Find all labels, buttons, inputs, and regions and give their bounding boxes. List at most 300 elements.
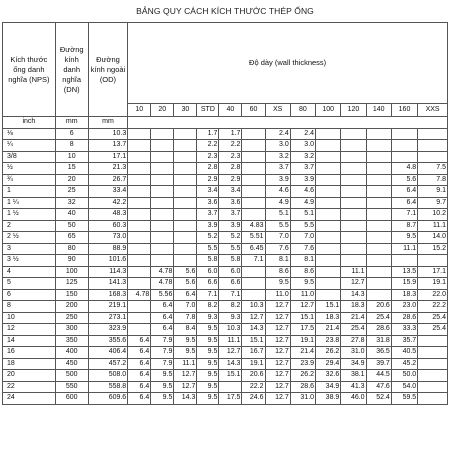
thickness-cell: 4.78 xyxy=(151,266,174,278)
thickness-cell: 9.5 xyxy=(197,335,219,347)
od-cell: 13.7 xyxy=(88,140,128,152)
thickness-cell: 9.5 xyxy=(174,347,197,359)
thickness-cell xyxy=(242,197,265,209)
nps-cell: 2 xyxy=(3,220,56,232)
thickness-cell: 7.0 xyxy=(290,232,315,244)
thickness-cell: 8.7 xyxy=(391,220,417,232)
thickness-cell xyxy=(174,174,197,186)
dn-cell: 40 xyxy=(55,209,88,221)
thickness-cell xyxy=(242,266,265,278)
thickness-cell: 14.0 xyxy=(418,232,448,244)
thickness-cell: 7.0 xyxy=(174,301,197,313)
thickness-cell: 3.9 xyxy=(290,174,315,186)
thickness-cell xyxy=(151,140,174,152)
thickness-cell xyxy=(316,220,341,232)
thickness-cell xyxy=(341,243,366,255)
table-row xyxy=(3,140,448,152)
thickness-cell: 6.4 xyxy=(128,381,151,393)
table-row xyxy=(3,151,448,163)
dn-cell: 25 xyxy=(55,186,88,198)
dn-cell: 100 xyxy=(55,266,88,278)
thickness-cell: 29.4 xyxy=(316,358,341,370)
nps-cell: 14 xyxy=(3,335,56,347)
thickness-cell xyxy=(151,243,174,255)
thickness-cell xyxy=(366,266,391,278)
dn-cell: 32 xyxy=(55,197,88,209)
thickness-cell xyxy=(174,140,197,152)
thickness-cell: 38.1 xyxy=(341,370,366,382)
thickness-cell: 3.7 xyxy=(197,209,219,221)
thickness-cell xyxy=(128,128,151,140)
thickness-cell: 14.3 xyxy=(174,393,197,405)
thickness-cell: 5.8 xyxy=(197,255,219,267)
thickness-cell xyxy=(242,140,265,152)
thickness-cell: 5.1 xyxy=(290,209,315,221)
thickness-cell: 10.3 xyxy=(242,301,265,313)
nps-cell: 5 xyxy=(3,278,56,290)
thickness-cell xyxy=(151,174,174,186)
table-row xyxy=(3,266,448,278)
od-cell: 21.3 xyxy=(88,163,128,175)
thickness-cell: 12.7 xyxy=(265,347,290,359)
thickness-cell: 8.1 xyxy=(265,255,290,267)
od-cell: 558.8 xyxy=(88,381,128,393)
thickness-cell xyxy=(219,381,242,393)
thickness-cell xyxy=(418,370,448,382)
table-row xyxy=(3,358,448,370)
thickness-cell: 9.5 xyxy=(151,381,174,393)
thickness-cell: 21.4 xyxy=(341,312,366,324)
nps-cell: 3 xyxy=(3,243,56,255)
thickness-cell: 28.6 xyxy=(290,381,315,393)
thickness-cell: 3.2 xyxy=(265,151,290,163)
thickness-cell: 7.1 xyxy=(242,255,265,267)
pipe-spec-table xyxy=(2,22,448,405)
pipe-spec-sheet xyxy=(2,0,448,405)
table-row xyxy=(3,278,448,290)
thickness-cell: 7.8 xyxy=(174,312,197,324)
schedule-header: 160 xyxy=(391,104,417,117)
thickness-cell xyxy=(174,232,197,244)
thickness-cell: 31.0 xyxy=(341,347,366,359)
table-row xyxy=(3,289,448,301)
thickness-cell xyxy=(366,278,391,290)
od-cell: 73.0 xyxy=(88,232,128,244)
table-row xyxy=(3,335,448,347)
od-cell: 42.2 xyxy=(88,197,128,209)
thickness-cell: 7.9 xyxy=(151,358,174,370)
table-row xyxy=(3,220,448,232)
thickness-cell: 1.7 xyxy=(219,128,242,140)
nps-cell: 16 xyxy=(3,347,56,359)
thickness-cell: 6.4 xyxy=(128,335,151,347)
thickness-cell: 7.5 xyxy=(418,163,448,175)
thickness-cell: 34.9 xyxy=(341,358,366,370)
thickness-cell xyxy=(366,151,391,163)
thickness-cell: 47.6 xyxy=(366,381,391,393)
thickness-cell: 8.1 xyxy=(290,255,315,267)
od-cell: 48.3 xyxy=(88,209,128,221)
dn-cell: 500 xyxy=(55,370,88,382)
thickness-cell: 4.6 xyxy=(290,186,315,198)
thickness-cell: 59.5 xyxy=(391,393,417,405)
thickness-cell xyxy=(316,128,341,140)
thickness-cell: 7.8 xyxy=(418,174,448,186)
od-cell: 88.9 xyxy=(88,243,128,255)
thickness-cell: 11.0 xyxy=(265,289,290,301)
thickness-cell: 8.6 xyxy=(290,266,315,278)
nps-cell: 12 xyxy=(3,324,56,336)
thickness-cell: 3.0 xyxy=(290,140,315,152)
thickness-cell: 11.0 xyxy=(290,289,315,301)
dn-cell: 400 xyxy=(55,347,88,359)
thickness-cell: 19.1 xyxy=(242,358,265,370)
thickness-cell xyxy=(316,197,341,209)
table-row xyxy=(3,301,448,313)
thickness-cell: 25.4 xyxy=(418,312,448,324)
thickness-cell xyxy=(418,255,448,267)
thickness-cell xyxy=(316,289,341,301)
thickness-cell: 18.3 xyxy=(316,312,341,324)
table-row xyxy=(3,197,448,209)
table-row xyxy=(3,312,448,324)
thickness-cell: 6.4 xyxy=(128,347,151,359)
thickness-cell xyxy=(418,393,448,405)
thickness-cell: 26.2 xyxy=(290,370,315,382)
thickness-cell: 4.9 xyxy=(290,197,315,209)
thickness-cell: 24.6 xyxy=(242,393,265,405)
thickness-cell: 3.9 xyxy=(265,174,290,186)
thickness-cell xyxy=(174,151,197,163)
thickness-cell: 54.0 xyxy=(391,381,417,393)
nps-cell: 6 xyxy=(3,289,56,301)
thickness-cell: 19.1 xyxy=(290,335,315,347)
dn-cell: 550 xyxy=(55,381,88,393)
thickness-cell xyxy=(151,232,174,244)
thickness-cell: 5.1 xyxy=(265,209,290,221)
od-cell: 219.1 xyxy=(88,301,128,313)
thickness-cell: 21.4 xyxy=(316,324,341,336)
thickness-cell xyxy=(242,151,265,163)
table-row xyxy=(3,243,448,255)
thickness-cell xyxy=(366,243,391,255)
thickness-cell: 7.9 xyxy=(151,347,174,359)
dn-cell: 10 xyxy=(55,151,88,163)
thickness-cell xyxy=(366,163,391,175)
thickness-cell: 18.3 xyxy=(391,289,417,301)
thickness-cell: 6.4 xyxy=(151,312,174,324)
thickness-cell: 7.1 xyxy=(219,289,242,301)
thickness-cell xyxy=(174,163,197,175)
table-row xyxy=(3,381,448,393)
thickness-cell: 7.6 xyxy=(290,243,315,255)
thickness-cell: 15.2 xyxy=(418,243,448,255)
thickness-cell: 9.5 xyxy=(197,347,219,359)
thickness-cell xyxy=(128,243,151,255)
thickness-cell: 12.7 xyxy=(174,370,197,382)
thickness-cell: 32.6 xyxy=(316,370,341,382)
dn-cell: 8 xyxy=(55,140,88,152)
od-cell: 10.3 xyxy=(88,128,128,140)
nps-cell: 1 xyxy=(3,186,56,198)
thickness-cell: 12.7 xyxy=(265,381,290,393)
schedule-header: 20 xyxy=(151,104,174,117)
thickness-cell: 31.0 xyxy=(290,393,315,405)
thickness-cell: 8.6 xyxy=(265,266,290,278)
thickness-cell: 6.4 xyxy=(151,301,174,313)
thickness-cell xyxy=(418,381,448,393)
od-cell: 508.0 xyxy=(88,370,128,382)
thickness-cell: 2.8 xyxy=(219,163,242,175)
od-cell: 33.4 xyxy=(88,186,128,198)
thickness-cell: 13.5 xyxy=(391,266,417,278)
thickness-cell: 6.4 xyxy=(128,370,151,382)
thickness-cell xyxy=(366,186,391,198)
thickness-cell: 2.3 xyxy=(197,151,219,163)
thickness-cell: 6.4 xyxy=(128,393,151,405)
schedule-header: 40 xyxy=(219,104,242,117)
dn-cell: 600 xyxy=(55,393,88,405)
thickness-cell: 34.9 xyxy=(316,381,341,393)
thickness-cell xyxy=(341,174,366,186)
thickness-cell: 4.8 xyxy=(391,163,417,175)
thickness-cell: 12.7 xyxy=(265,370,290,382)
thickness-cell: 20.6 xyxy=(242,370,265,382)
thickness-cell: 3.2 xyxy=(290,151,315,163)
nps-cell: 24 xyxy=(3,393,56,405)
thickness-cell xyxy=(341,186,366,198)
nps-cell: 10 xyxy=(3,312,56,324)
table-row xyxy=(3,163,448,175)
thickness-cell xyxy=(391,255,417,267)
thickness-cell: 15.9 xyxy=(391,278,417,290)
dn-cell: 20 xyxy=(55,174,88,186)
od-unit: mm xyxy=(88,117,128,129)
thickness-cell: 12.7 xyxy=(265,393,290,405)
thickness-cell xyxy=(316,243,341,255)
od-cell: 26.7 xyxy=(88,174,128,186)
dn-cell: 80 xyxy=(55,243,88,255)
thickness-cell: 5.2 xyxy=(197,232,219,244)
thickness-cell: 15.1 xyxy=(316,301,341,313)
thickness-cell: 5.5 xyxy=(197,243,219,255)
table-row xyxy=(3,347,448,359)
thickness-cell: 15.1 xyxy=(290,312,315,324)
thickness-cell xyxy=(418,335,448,347)
thickness-cell xyxy=(366,255,391,267)
thickness-cell: 2.9 xyxy=(219,174,242,186)
thickness-cell: 6.6 xyxy=(197,278,219,290)
od-cell: 609.6 xyxy=(88,393,128,405)
thickness-cell: 3.9 xyxy=(197,220,219,232)
thickness-cell: 9.3 xyxy=(219,312,242,324)
thickness-cell: 9.5 xyxy=(391,232,417,244)
od-cell: 141.3 xyxy=(88,278,128,290)
thickness-cell: 9.5 xyxy=(290,278,315,290)
thickness-cell: 7.1 xyxy=(391,209,417,221)
thickness-cell: 7.6 xyxy=(265,243,290,255)
wall-thickness-header: Độ dày (wall thickness) xyxy=(128,23,448,104)
thickness-cell: 4.6 xyxy=(265,186,290,198)
thickness-cell xyxy=(418,347,448,359)
thickness-cell xyxy=(151,151,174,163)
thickness-cell: 8.4 xyxy=(174,324,197,336)
thickness-cell: 10.2 xyxy=(418,209,448,221)
nps-cell: 3/8 xyxy=(3,151,56,163)
thickness-cell xyxy=(128,278,151,290)
thickness-cell xyxy=(128,312,151,324)
nps-cell: ⅛ xyxy=(3,128,56,140)
thickness-cell: 25.4 xyxy=(341,324,366,336)
thickness-cell: 2.3 xyxy=(219,151,242,163)
dn-cell: 6 xyxy=(55,128,88,140)
thickness-cell: 17.5 xyxy=(219,393,242,405)
thickness-cell: 35.7 xyxy=(391,335,417,347)
thickness-cell: 2.4 xyxy=(265,128,290,140)
thickness-cell: 5.5 xyxy=(265,220,290,232)
thickness-cell: 23.0 xyxy=(391,301,417,313)
thickness-cell: 25.4 xyxy=(366,312,391,324)
thickness-cell: 20.6 xyxy=(366,301,391,313)
thickness-cell: 6.4 xyxy=(174,289,197,301)
thickness-cell: 28.6 xyxy=(391,312,417,324)
thickness-cell xyxy=(151,197,174,209)
schedule-header: 100 xyxy=(316,104,341,117)
thickness-cell: 22.2 xyxy=(242,381,265,393)
thickness-cell xyxy=(366,289,391,301)
thickness-cell: 12.7 xyxy=(265,335,290,347)
thickness-cell: 7.0 xyxy=(265,232,290,244)
thickness-cell xyxy=(128,174,151,186)
thickness-cell: 9.5 xyxy=(197,358,219,370)
thickness-cell: 12.7 xyxy=(265,324,290,336)
od-header: Đường kính ngoài (OD) xyxy=(88,23,128,117)
thickness-cell xyxy=(316,209,341,221)
thickness-cell: 6.4 xyxy=(128,358,151,370)
thickness-cell: 12.7 xyxy=(265,301,290,313)
thickness-cell xyxy=(242,163,265,175)
dn-header: Đường kính danh nghĩa (DN) xyxy=(55,23,88,117)
thickness-cell xyxy=(151,163,174,175)
thickness-cell: 5.56 xyxy=(151,289,174,301)
thickness-cell: 15.1 xyxy=(242,335,265,347)
table-row xyxy=(3,370,448,382)
thickness-cell: 9.1 xyxy=(418,186,448,198)
thickness-cell: 11.1 xyxy=(219,335,242,347)
dn-cell: 250 xyxy=(55,312,88,324)
thickness-cell: 3.0 xyxy=(265,140,290,152)
thickness-cell xyxy=(341,232,366,244)
thickness-cell xyxy=(128,266,151,278)
schedule-header: 140 xyxy=(366,104,391,117)
page-title: BẢNG QUY CÁCH KÍCH THƯỚC THÉP ỐNG xyxy=(136,6,314,16)
thickness-cell: 38.9 xyxy=(316,393,341,405)
thickness-cell: 9.5 xyxy=(174,335,197,347)
nps-cell: 2 ½ xyxy=(3,232,56,244)
dn-cell: 125 xyxy=(55,278,88,290)
thickness-cell: 25.4 xyxy=(418,324,448,336)
dn-cell: 15 xyxy=(55,163,88,175)
nps-cell: ¼ xyxy=(3,140,56,152)
units-row xyxy=(3,117,448,129)
thickness-cell xyxy=(341,209,366,221)
thickness-cell: 45.2 xyxy=(391,358,417,370)
thickness-cell xyxy=(174,197,197,209)
thickness-cell xyxy=(128,151,151,163)
table-row xyxy=(3,209,448,221)
thickness-cell: 3.6 xyxy=(197,197,219,209)
table-row xyxy=(3,186,448,198)
thickness-cell: 3.7 xyxy=(290,163,315,175)
od-cell: 457.2 xyxy=(88,358,128,370)
thickness-cell xyxy=(242,128,265,140)
od-cell: 60.3 xyxy=(88,220,128,232)
schedule-header: 120 xyxy=(341,104,366,117)
od-cell: 101.6 xyxy=(88,255,128,267)
nps-unit: inch xyxy=(3,117,56,129)
thickness-cell: 3.4 xyxy=(219,186,242,198)
thickness-cell: 6.45 xyxy=(242,243,265,255)
thickness-cell: 9.3 xyxy=(197,312,219,324)
thickness-cell: 7.9 xyxy=(151,335,174,347)
schedule-header: 10 xyxy=(128,104,151,117)
thickness-cell: 6.4 xyxy=(391,197,417,209)
thickness-cell xyxy=(151,220,174,232)
thickness-cell: 23.8 xyxy=(316,335,341,347)
table-row xyxy=(3,393,448,405)
thickness-cell: 12.7 xyxy=(242,312,265,324)
thickness-cell: 12.7 xyxy=(290,301,315,313)
thickness-cell: 11.1 xyxy=(418,220,448,232)
thickness-cell xyxy=(341,255,366,267)
thickness-cell: 52.4 xyxy=(366,393,391,405)
thickness-cell: 31.8 xyxy=(366,335,391,347)
nps-cell: 1 ¼ xyxy=(3,197,56,209)
od-cell: 273.1 xyxy=(88,312,128,324)
thickness-cell xyxy=(174,243,197,255)
table-body xyxy=(3,128,448,404)
nps-cell: ¾ xyxy=(3,174,56,186)
nps-cell: 3 ½ xyxy=(3,255,56,267)
thickness-cell xyxy=(242,278,265,290)
od-cell: 17.1 xyxy=(88,151,128,163)
thickness-cell: 9.5 xyxy=(197,381,219,393)
schedule-header: XXS xyxy=(418,104,448,117)
thickness-cell: 19.1 xyxy=(418,278,448,290)
thickness-cell: 15.1 xyxy=(219,370,242,382)
thickness-cell xyxy=(128,324,151,336)
thickness-cell: 2.8 xyxy=(197,163,219,175)
thickness-cell xyxy=(128,220,151,232)
nps-cell: 22 xyxy=(3,381,56,393)
dn-cell: 50 xyxy=(55,220,88,232)
thickness-cell: 2.4 xyxy=(290,128,315,140)
thickness-cell: 12.7 xyxy=(174,381,197,393)
thickness-cell xyxy=(341,140,366,152)
header-row xyxy=(3,23,448,104)
thickness-cell: 14.3 xyxy=(242,324,265,336)
dn-cell: 150 xyxy=(55,289,88,301)
thickness-cell: 9.5 xyxy=(265,278,290,290)
thickness-cell xyxy=(242,209,265,221)
table-row xyxy=(3,174,448,186)
units-spacer xyxy=(128,117,448,129)
thickness-cell: 11.1 xyxy=(174,358,197,370)
thickness-cell: 4.9 xyxy=(265,197,290,209)
thickness-cell xyxy=(128,163,151,175)
thickness-cell xyxy=(128,301,151,313)
thickness-cell: 6.6 xyxy=(219,278,242,290)
